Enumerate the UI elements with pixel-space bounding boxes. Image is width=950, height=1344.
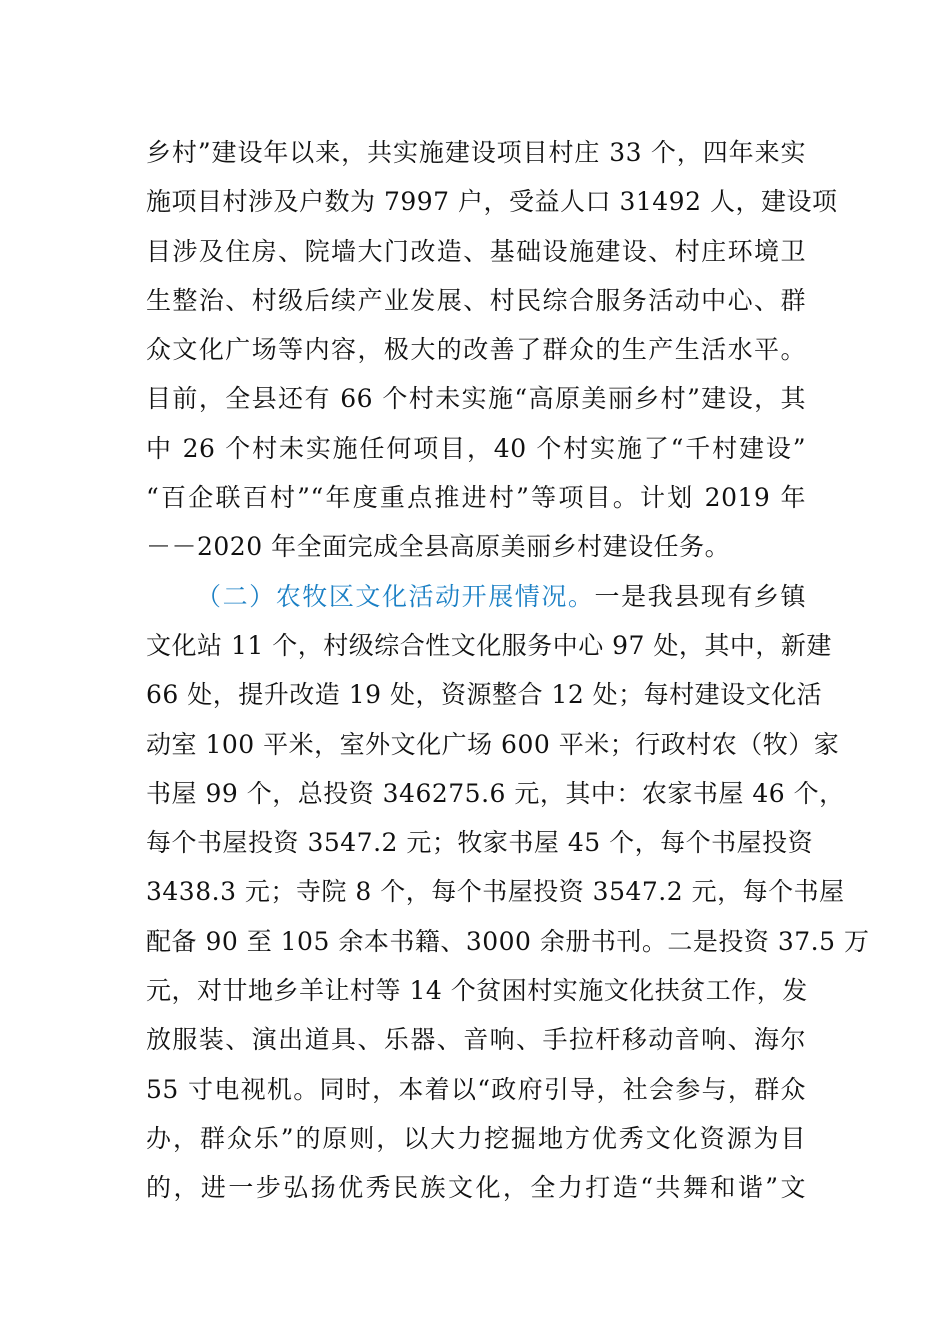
text-line: 3438.3 元；寺院 8 个，每个书屋投资 3547.2 元，每个书屋 xyxy=(146,877,845,907)
text-line: 55 寸电视机。同时，本着以“政府引导，社会参与，群众 xyxy=(146,1074,806,1104)
text-line: 办，群众乐”的原则，以大力挖掘地方优秀文化资源为目 xyxy=(146,1123,806,1153)
section-heading: （二）农牧区文化活动开展情况。 xyxy=(196,581,595,611)
text-line: 每个书屋投资 3547.2 元；牧家书屋 45 个，每个书屋投资 xyxy=(146,828,814,858)
text-line: －－2020 年全面完成全县高原美丽乡村建设任务。 xyxy=(146,532,731,562)
text-line: 的，进一步弘扬优秀民族文化，全力打造“共舞和谐”文 xyxy=(146,1173,806,1203)
text-line: “百企联百村”“年度重点推进村”等项目。计划 2019 年 xyxy=(146,483,806,513)
text-line: 元，对廿地乡羊让村等 14 个贫困村实施文化扶贫工作，发 xyxy=(146,976,808,1006)
text-line: 66 处，提升改造 19 处，资源整合 12 处；每村建设文化活 xyxy=(146,680,823,710)
heading-continuation: 一是我县现有乡镇 xyxy=(594,581,806,611)
text-line: 书屋 99 个，总投资 346275.6 元，其中：农家书屋 46 个， xyxy=(146,778,845,808)
text-line: 施项目村涉及户数为 7997 户，受益人口 31492 人，建设项 xyxy=(146,187,838,217)
text-line: 放服装、演出道具、乐器、音响、手拉杆移动音响、海尔 xyxy=(146,1025,806,1055)
text-line: 众文化广场等内容，极大的改善了群众的生产生活水平。 xyxy=(146,335,806,365)
paragraph-village-construction xyxy=(146,128,838,572)
text-line: 目前，全县还有 66 个村未实施“高原美丽乡村”建设，其 xyxy=(146,384,806,414)
document-body xyxy=(146,128,870,1213)
text-line: 配备 90 至 105 余本书籍、3000 余册书刊。二是投资 37.5 万 xyxy=(146,926,870,956)
text-line: 乡村”建设年以来，共实施建设项目村庄 33 个，四年来实 xyxy=(146,138,806,167)
paragraph-cultural-activities xyxy=(146,572,870,1213)
text-line: 生整治、村级后续产业发展、村民综合服务活动中心、群 xyxy=(146,285,806,315)
text-line-first xyxy=(146,572,806,621)
text-line: 动室 100 平米，室外文化广场 600 平米；行政村农（牧）家 xyxy=(146,729,840,759)
text-line: 中 26 个村未实施任何项目，40 个村实施了“千村建设” xyxy=(146,433,806,463)
text-line: 文化站 11 个，村级综合性文化服务中心 97 处，其中，新建 xyxy=(146,630,832,660)
text-line: 目涉及住房、院墙大门改造、基础设施建设、村庄环境卫 xyxy=(146,236,806,266)
